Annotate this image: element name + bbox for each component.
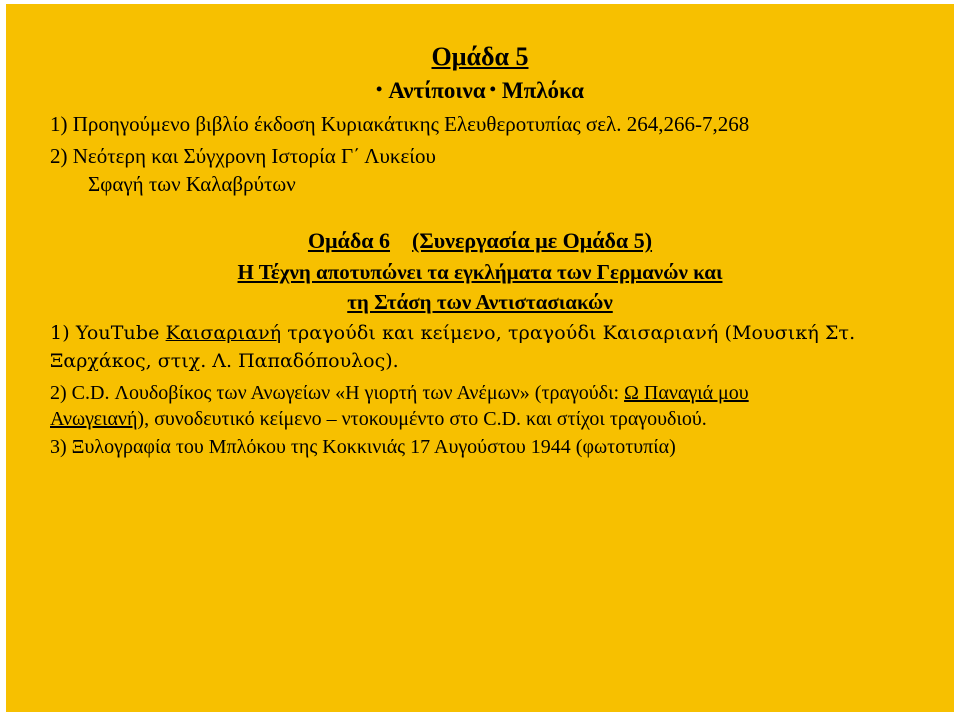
item-1-prefix: 1) YouTube xyxy=(50,322,166,344)
group6-title xyxy=(6,228,954,254)
link-song-anogeiani[interactable]: Ανωγειανή xyxy=(50,408,138,430)
link-kaisariani[interactable]: Καισαριανή xyxy=(165,322,282,344)
group5-item-2-sub: Σφαγή των Καλαβρύτων xyxy=(88,172,296,196)
bullet-icon: • xyxy=(489,79,496,99)
item-1-rest: τραγούδι και κείμενο, τραγούδι Καισαριανή (Μουσική Στ. xyxy=(281,322,856,344)
topic-blockades: Μπλόκα xyxy=(501,78,584,103)
group6-heading-line-2: τη Στάση των Αντιστασιακών xyxy=(347,290,613,314)
group5-item-2: 2) Νεότερη και Σύγχρονη Ιστορία Γ΄ Λυκείου xyxy=(50,144,436,168)
group5-topics xyxy=(6,78,954,104)
group6-item-1-line-2: Ξαρχάκος, στιχ. Λ. Παπαδόπουλος). xyxy=(50,350,399,372)
item-2-rest: ), συνοδευτικό κείμενο – ντοκουμέντο στο C.D. και στίχοι τραγουδιού. xyxy=(137,408,707,430)
group6-item-2 xyxy=(50,382,749,405)
bullet-icon: • xyxy=(376,79,383,99)
group5-title: Ομάδα 5 xyxy=(431,42,529,71)
group6-item-1 xyxy=(50,322,855,344)
topic-reprisals: Αντίποινα xyxy=(388,78,486,103)
item-2-prefix: 2) C.D. Λουδοβίκος των Ανωγείων «Η γιορτή των Ανέμων» (τραγούδι: xyxy=(50,382,625,404)
link-song-o-panagia-mou[interactable]: Ω Παναγιά μου xyxy=(624,382,749,404)
group6-title-text: Ομάδα 6 xyxy=(307,228,391,253)
group6-item-2-line-2 xyxy=(50,408,707,431)
slide xyxy=(6,4,954,712)
group6-item-3: 3) Ξυλογραφία του Μπλόκου της Κοκκινιάς 17 Αυγούστου 1944 (φωτοτυπία) xyxy=(50,436,676,458)
group6-title-note: (Συνεργασία με Ομάδα 5) xyxy=(412,228,653,253)
group6-heading-line-1: Η Τέχνη αποτυπώνει τα εγκλήματα των Γερμανών και xyxy=(237,260,723,284)
group5-item-1: 1) Προηγούμενο βιβλίο έκδοση Κυριακάτικης Ελευθεροτυπίας σελ. 264,266-7,268 xyxy=(50,112,750,136)
